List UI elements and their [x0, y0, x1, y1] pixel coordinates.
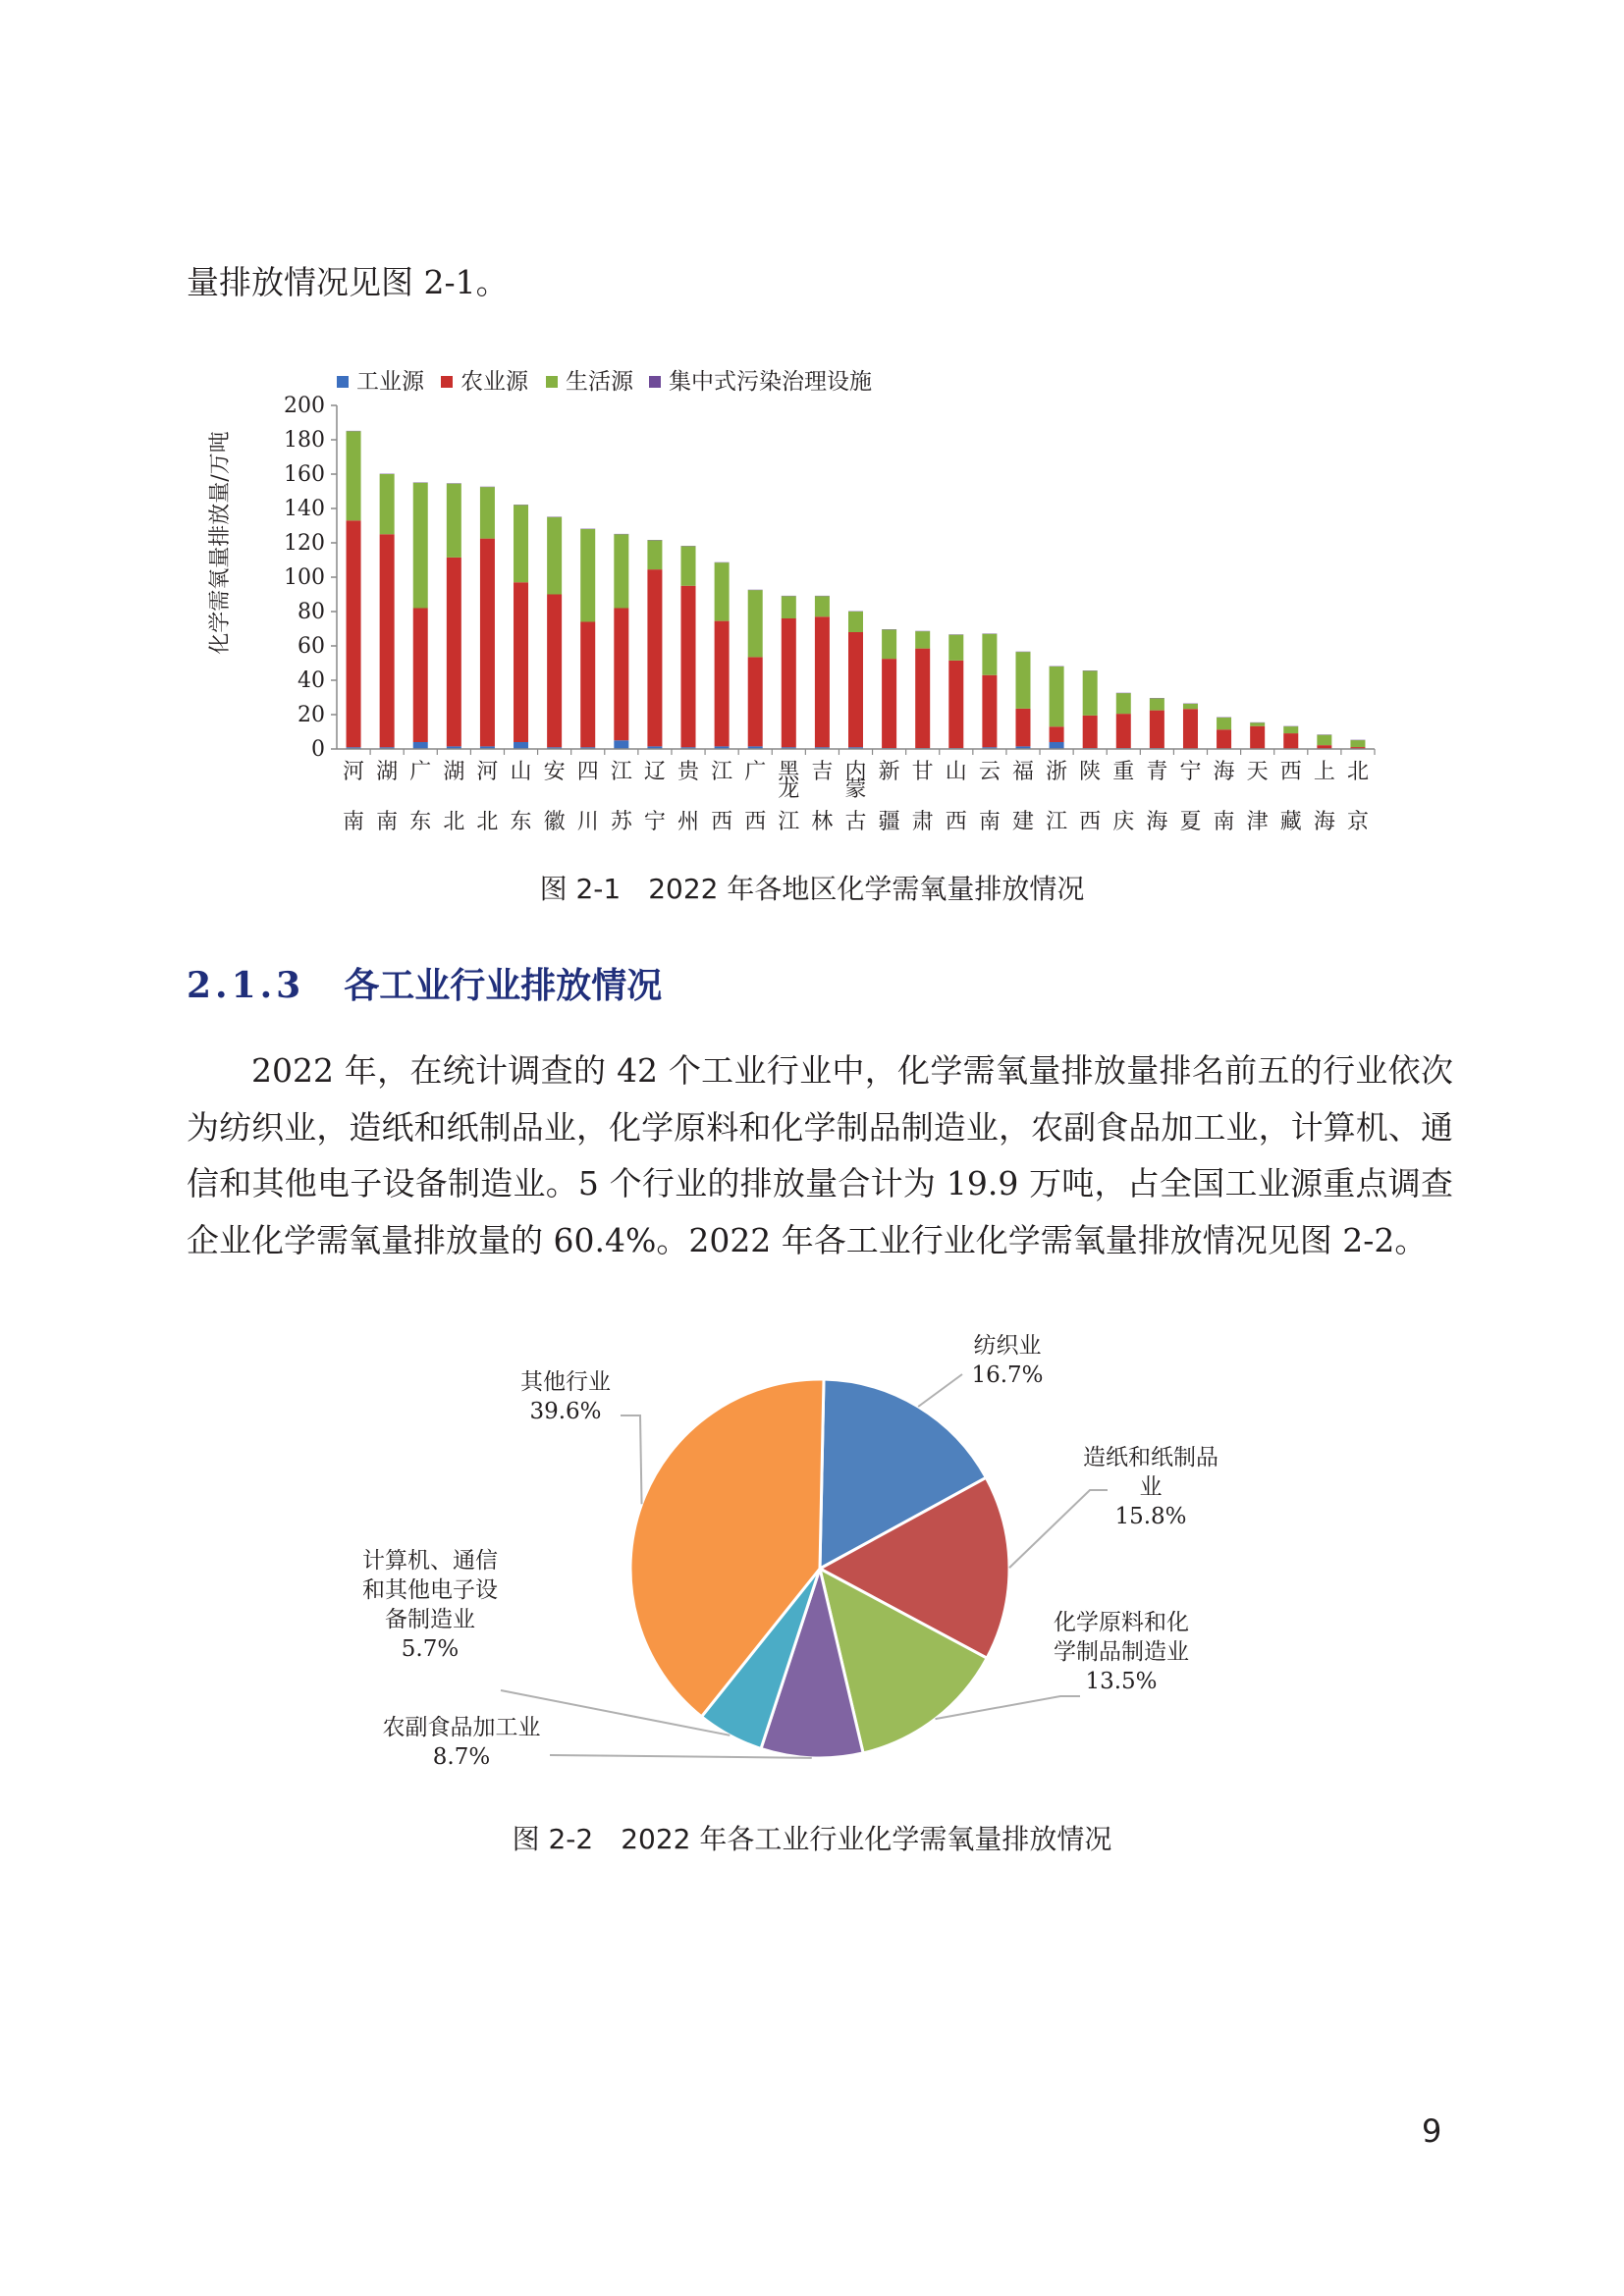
bar-segment-河南 — [347, 431, 361, 520]
y-tick-label: 180 — [284, 428, 325, 453]
bar-segment-天津 — [1250, 722, 1265, 726]
intro-text: 量排放情况见图 2-1。 — [187, 263, 509, 301]
bar-segment-浙江 — [1050, 726, 1064, 742]
industry-cod-pie-chart — [362, 1306, 1247, 1787]
bar-segment-黑龙江 — [782, 596, 796, 618]
x-category-label: 云南 — [978, 760, 1001, 834]
bar-segment-新疆 — [882, 629, 896, 659]
y-tick-label: 140 — [284, 497, 325, 521]
x-category-label: 陕西 — [1079, 760, 1102, 834]
bar-segment-内蒙古 — [848, 632, 863, 747]
x-category-label: 广西 — [744, 760, 767, 834]
bar-segment-宁夏 — [1183, 709, 1198, 748]
x-category-label: 湖南 — [376, 760, 399, 834]
bar-segment-青海 — [1150, 698, 1164, 710]
bar-segment-广东 — [413, 742, 428, 749]
bar-segment-山东 — [514, 506, 528, 583]
bar-segment-山东 — [514, 582, 528, 742]
bar-segment-江苏 — [614, 740, 628, 749]
regional-cod-stacked-bar-chart — [191, 363, 1399, 854]
bar-segment-云南 — [982, 634, 997, 675]
section-title: 各工业行业排放情况 — [344, 965, 663, 1006]
x-category-label: 青海 — [1146, 760, 1168, 834]
x-category-label: 贵州 — [677, 760, 700, 834]
y-tick-label: 20 — [298, 703, 325, 727]
bar-segment-新疆 — [882, 659, 896, 748]
pie-slice-label: 造纸和纸制品业 15.8% — [1083, 1445, 1218, 1529]
legend-swatch — [441, 376, 453, 388]
legend-label: 农业源 — [460, 369, 528, 395]
legend-label: 生活源 — [566, 369, 633, 395]
bar-segment-河北 — [480, 487, 495, 539]
bar-segment-四川 — [580, 622, 595, 748]
bar-segment-江苏 — [614, 609, 628, 741]
bar-segment-黑龙江 — [782, 618, 796, 747]
y-tick-label: 160 — [284, 462, 325, 487]
x-category-label: 浙江 — [1046, 760, 1068, 834]
bar-segment-上海 — [1317, 745, 1331, 749]
bar-segment-上海 — [1317, 735, 1331, 746]
y-tick-label: 40 — [298, 668, 325, 693]
legend-swatch — [546, 376, 558, 388]
bar-segment-重庆 — [1116, 714, 1131, 748]
y-tick-label: 200 — [284, 394, 325, 418]
bar-segment-安徽 — [547, 517, 562, 595]
legend-swatch — [649, 376, 661, 388]
x-category-label: 安徽 — [543, 760, 566, 834]
bar-segment-湖南 — [380, 534, 395, 747]
bar-segment-云南 — [982, 675, 997, 748]
y-tick-label: 80 — [298, 600, 325, 624]
bar-segment-浙江 — [1050, 742, 1064, 749]
bar-segment-天津 — [1250, 726, 1265, 749]
x-category-label: 福建 — [1011, 760, 1034, 834]
bar-segment-甘肃 — [915, 631, 930, 649]
x-category-label: 湖北 — [443, 760, 465, 834]
x-category-label: 河南 — [343, 760, 365, 834]
x-category-label: 吉林 — [811, 760, 834, 834]
bar-segment-江苏 — [614, 534, 628, 608]
chart-legend — [337, 369, 872, 395]
bar-segment-湖北 — [447, 484, 461, 558]
bar-segment-河北 — [480, 539, 495, 747]
x-category-label: 西藏 — [1279, 760, 1302, 834]
bar-segment-重庆 — [1116, 693, 1131, 714]
bar-segment-江西 — [715, 562, 730, 621]
x-category-label: 辽宁 — [643, 760, 666, 834]
pie-slice-label: 化学原料和化学制品制造业 13.5% — [1054, 1610, 1189, 1694]
x-category-label: 新疆 — [878, 760, 900, 834]
bar-segment-山西 — [948, 635, 963, 661]
bar-segment-山东 — [514, 742, 528, 749]
x-category-label: 四川 — [576, 760, 599, 834]
bar-segment-陕西 — [1083, 716, 1098, 748]
bar-segment-广西 — [748, 590, 763, 657]
pie-slice-label: 计算机、通信和其他电子设备制造业 5.7% — [362, 1548, 498, 1662]
x-category-label: 重庆 — [1112, 760, 1135, 834]
figure-1-caption: 图 2-1 2022 年各地区化学需氧量排放情况 — [539, 873, 1085, 905]
section-number: 2.1.3 — [187, 965, 305, 1006]
section-heading — [187, 958, 662, 1008]
pie-leader-line — [918, 1374, 962, 1407]
x-category-label: 甘肃 — [911, 760, 934, 834]
bar-segment-海南 — [1217, 718, 1231, 729]
pie-slice-label: 农副食品加工业 8.7% — [382, 1715, 541, 1770]
y-tick-label: 120 — [284, 531, 325, 556]
x-category-label: 山西 — [945, 760, 967, 834]
pie-leader-line — [621, 1415, 642, 1504]
bar-segment-海南 — [1217, 729, 1231, 748]
bar-segment-青海 — [1150, 711, 1164, 749]
bar-segment-浙江 — [1050, 667, 1064, 726]
bar-segment-广西 — [748, 657, 763, 746]
x-category-label: 天津 — [1246, 760, 1269, 834]
pie-slice-label: 其他行业 39.6% — [520, 1369, 611, 1424]
bar-segment-福建 — [1015, 652, 1030, 709]
bar-segment-北京 — [1350, 740, 1365, 747]
bar-segment-贵州 — [681, 547, 696, 586]
x-category-label: 宁夏 — [1179, 760, 1202, 834]
page-number: 9 — [1422, 2112, 1442, 2150]
bar-segment-陕西 — [1083, 670, 1098, 716]
x-category-label: 内蒙古 — [844, 760, 867, 834]
y-tick-label: 60 — [298, 634, 325, 659]
bar-segment-广东 — [413, 609, 428, 743]
x-category-label: 上海 — [1313, 760, 1335, 834]
bar-segment-山西 — [948, 661, 963, 748]
bar-segment-湖北 — [447, 558, 461, 747]
figure-2-caption: 图 2-2 2022 年各工业行业化学需氧量排放情况 — [512, 1823, 1112, 1855]
bar-segment-广东 — [413, 483, 428, 609]
x-category-label: 黑龙江 — [778, 760, 800, 834]
x-category-label: 河北 — [476, 760, 499, 834]
bar-segment-江西 — [715, 621, 730, 747]
bar-segment-安徽 — [547, 595, 562, 748]
bar-segment-湖南 — [380, 474, 395, 534]
bar-segment-内蒙古 — [848, 612, 863, 632]
bar-segment-甘肃 — [915, 649, 930, 749]
x-category-label: 江西 — [711, 760, 733, 834]
bar-segment-宁夏 — [1183, 704, 1198, 709]
bar-segment-福建 — [1015, 709, 1030, 747]
bar-segment-西藏 — [1283, 733, 1298, 749]
bar-segment-贵州 — [681, 586, 696, 748]
bar-segment-吉林 — [815, 596, 830, 616]
pie-slice-label: 纺织业 16.7% — [971, 1333, 1044, 1388]
bar-segment-辽宁 — [647, 540, 662, 569]
y-tick-label: 100 — [284, 565, 325, 590]
y-tick-label: 0 — [311, 737, 325, 762]
body-paragraph: 2022 年，在统计调查的 42 个工业行业中，化学需氧量排放量排名前五的行业依次为纺织业，造纸和纸制品业，化学原料和化学制品制造业，农副食品加工业，计算机、通信和其他电子设备制造业。5 个行业的排放量合计为 19.9 万吨，占全国工业源重点调查企业化学需氧量排放量的 60.4%。2022 年各工业行业化学需氧量排放情况见图 2-2。 — [187, 1051, 1453, 1259]
x-category-label: 广东 — [409, 760, 432, 834]
pie-leader-line — [1009, 1490, 1108, 1568]
x-category-label: 山东 — [510, 760, 532, 834]
x-category-label: 海南 — [1213, 760, 1235, 834]
bar-segment-吉林 — [815, 616, 830, 747]
bar-segment-四川 — [580, 529, 595, 622]
x-category-label: 北京 — [1346, 760, 1369, 834]
legend-label: 集中式污染治理设施 — [669, 369, 872, 395]
legend-label: 工业源 — [356, 369, 424, 395]
y-axis-title: 化学需氧量排放量/万吨 — [208, 431, 233, 655]
bar-segment-西藏 — [1283, 726, 1298, 733]
x-category-label: 江苏 — [610, 760, 632, 834]
pie-leader-line — [550, 1755, 812, 1758]
bar-segment-河南 — [347, 520, 361, 747]
legend-swatch — [337, 376, 349, 388]
bar-segment-辽宁 — [647, 569, 662, 746]
